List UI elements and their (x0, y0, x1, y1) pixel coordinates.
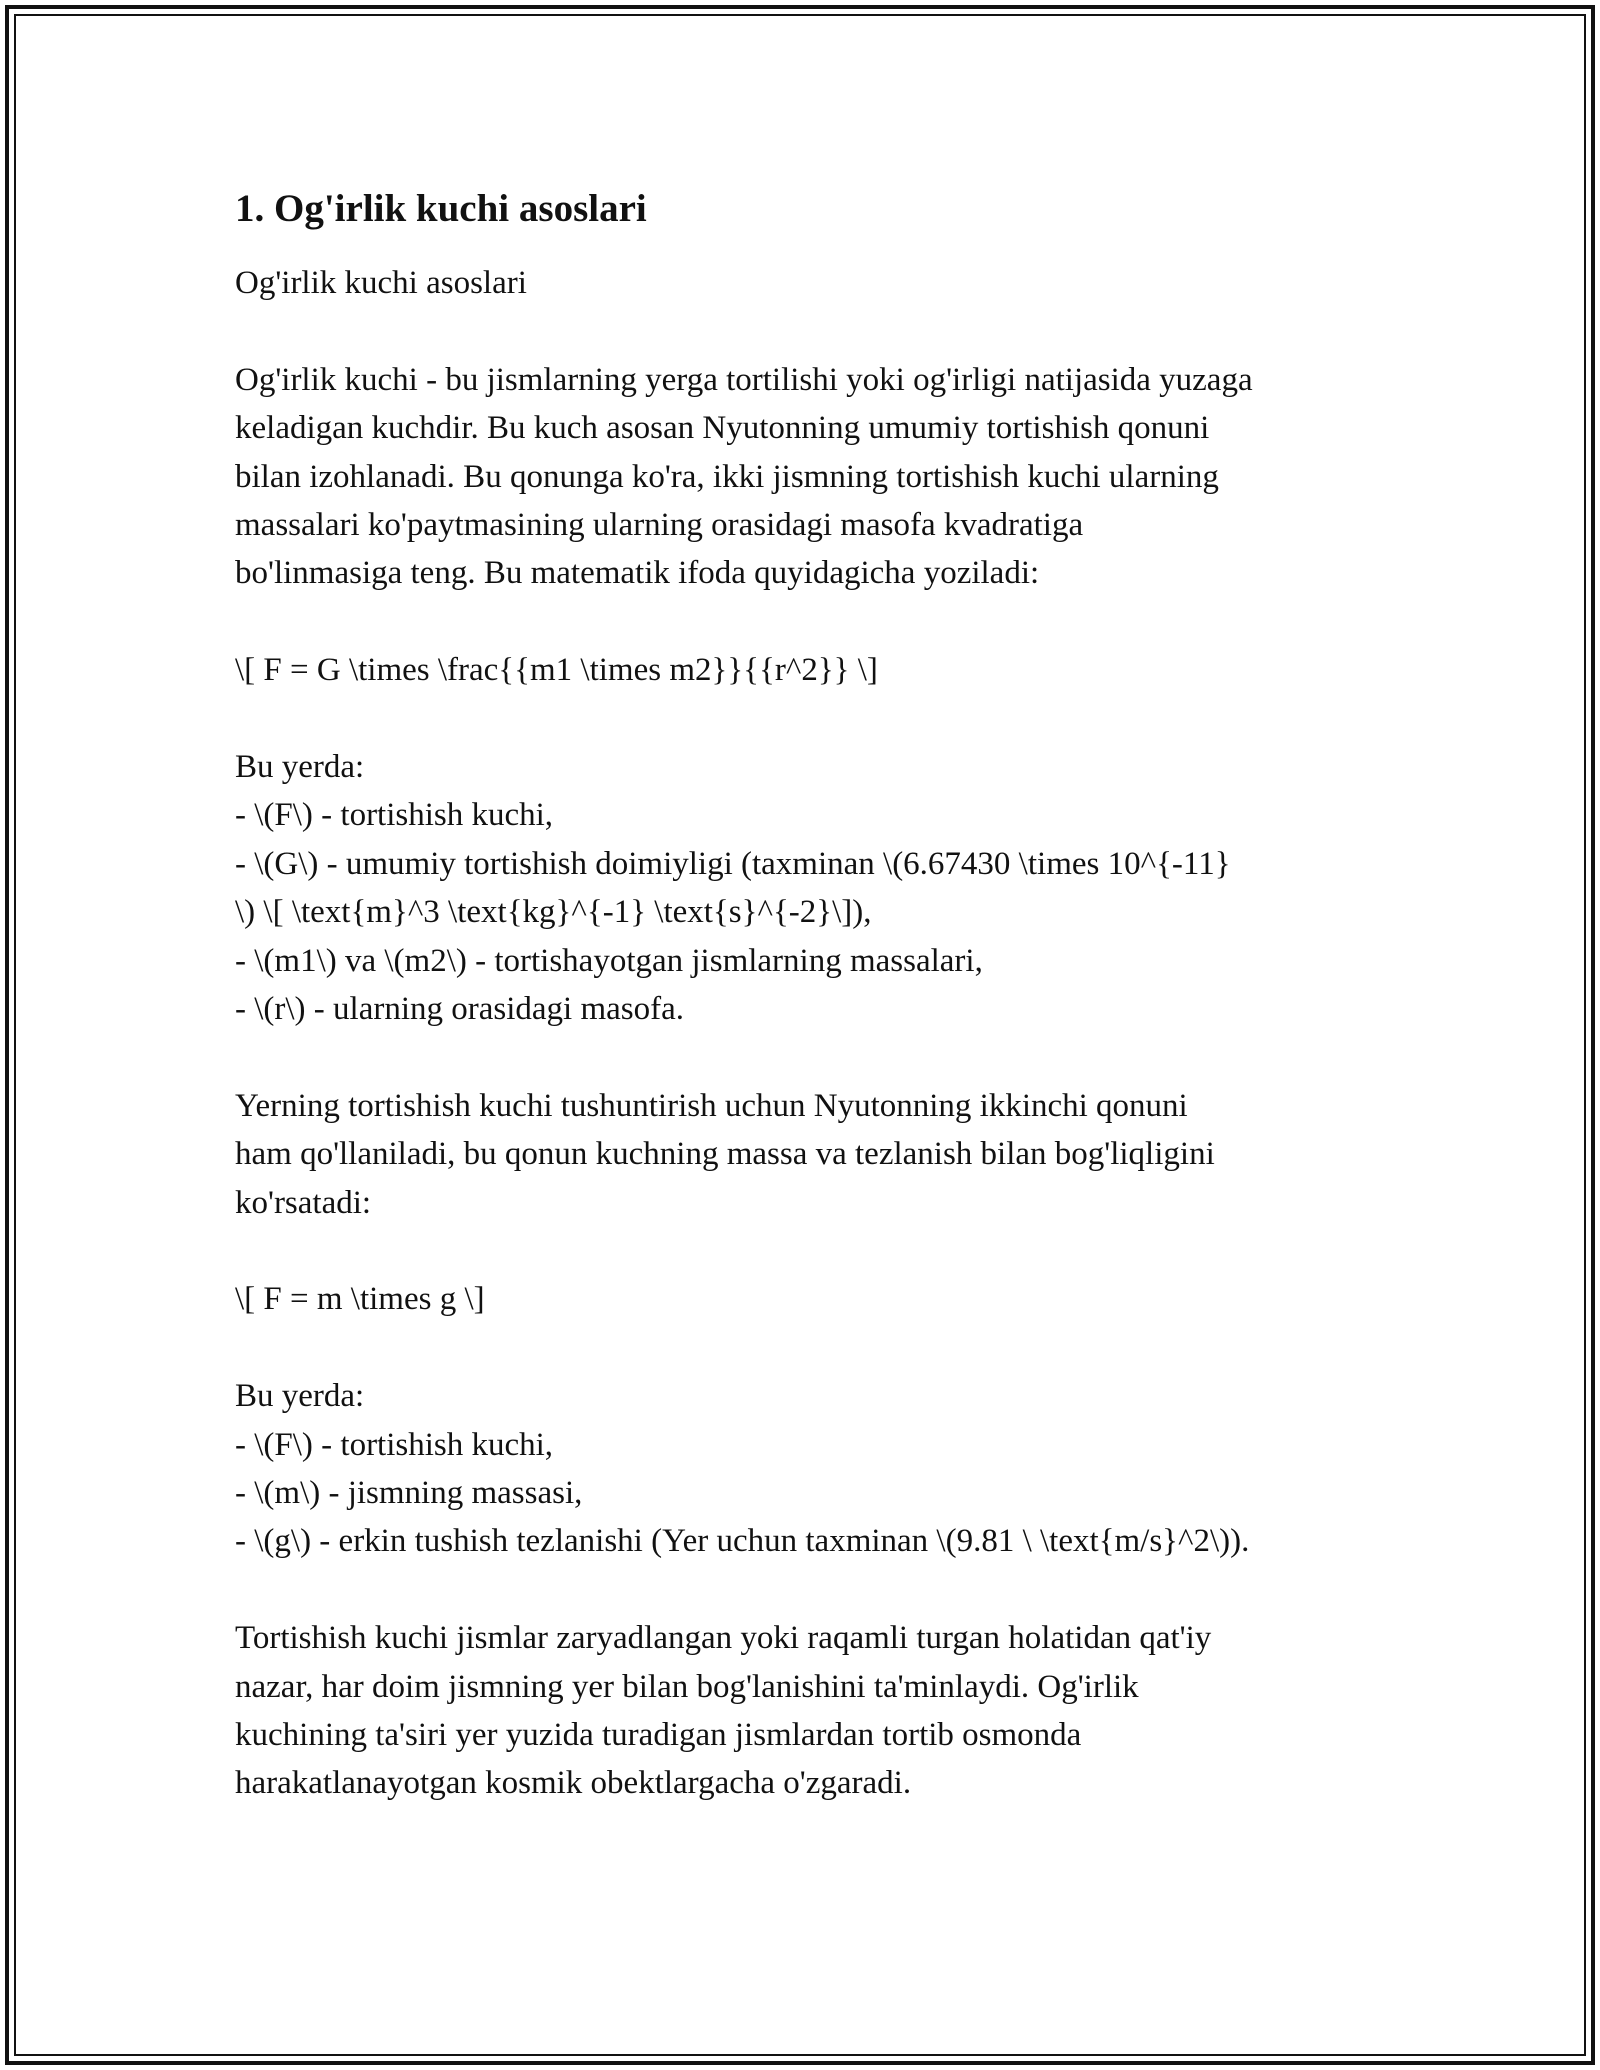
text-line: nazar, har doim jismning yer bilan bog'lanishini ta'minlaydi. Og'irlik (235, 1668, 1139, 1705)
legend-item: - \(F\) - tortishish kuchi, (235, 1426, 554, 1463)
second-law-paragraph (235, 1082, 1375, 1227)
text-line: keladigan kuchdir. Bu kuch asosan Nyutonning umumiy tortishish qonuni (235, 410, 1210, 447)
text-line: harakatlanayotgan kosmik obektlargacha o'zgaradi. (235, 1765, 912, 1802)
legend-item: - \(r\) - ularning orasidagi masofa. (235, 991, 685, 1028)
text-line: bo'linmasiga teng. Bu matematik ifoda quyidagicha yoziladi: (235, 555, 1040, 592)
formula-legend (235, 743, 1375, 1033)
intro-paragraph (235, 356, 1375, 598)
closing-paragraph (235, 1614, 1375, 1808)
text-line: Og'irlik kuchi - bu jismlarning yerga tortilishi yoki og'irligi natijasida yuzaga (235, 361, 1253, 398)
gravitation-formula: \[ F = G \times \frac{{m1 \times m2}}{{r^2}} \] (235, 652, 878, 689)
legend-item: - \(G\) - umumiy tortishish doimiyligi (taxminan \(6.67430 \times 10^{-11} (235, 845, 1231, 882)
text-line: bilan izohlanadi. Bu qonunga ko'ra, ikki jismning tortishish kuchi ularning (235, 458, 1219, 495)
text-line: massalari ko'paytmasining ularning orasidagi masofa kvadratiga (235, 507, 1084, 544)
text-line: Tortishish kuchi jismlar zaryadlangan yoki raqamli turgan holatidan qat'iy (235, 1620, 1212, 1657)
legend-item: - \(m1\) va \(m2\) - tortishayotgan jismlarning massalari, (235, 942, 983, 979)
formula-legend (235, 1372, 1375, 1566)
legend-item: - \(F\) - tortishish kuchi, (235, 797, 554, 834)
legend-item: - \(g\) - erkin tushish tezlanishi (Yer uchun taxminan \(9.81 \ \text{m/s}^2\)). (235, 1523, 1250, 1560)
document-body (235, 185, 1375, 1808)
text-line: kuchining ta'siri yer yuzida turadigan jismlardan tortib osmonda (235, 1717, 1082, 1754)
legend-intro: Bu yerda: (235, 1378, 365, 1415)
text-line: ham qo'llaniladi, bu qonun kuchning massa va tezlanish bilan bog'liqligini (235, 1136, 1215, 1173)
text-line: ko'rsatadi: (235, 1184, 372, 1221)
legend-item: \) \[ \text{m}^3 \text{kg}^{-1} \text{s}^{-2}\]), (235, 894, 872, 931)
section-subtitle: Og'irlik kuchi asoslari (235, 265, 527, 301)
legend-intro: Bu yerda: (235, 749, 365, 786)
text-line: Yerning tortishish kuchi tushuntirish uchun Nyutonning ikkinchi qonuni (235, 1087, 1188, 1124)
section-heading: 1. Og'irlik kuchi asoslari (235, 187, 647, 230)
second-law-formula: \[ F = m \times g \] (235, 1281, 485, 1318)
legend-item: - \(m\) - jismning massasi, (235, 1475, 583, 1512)
